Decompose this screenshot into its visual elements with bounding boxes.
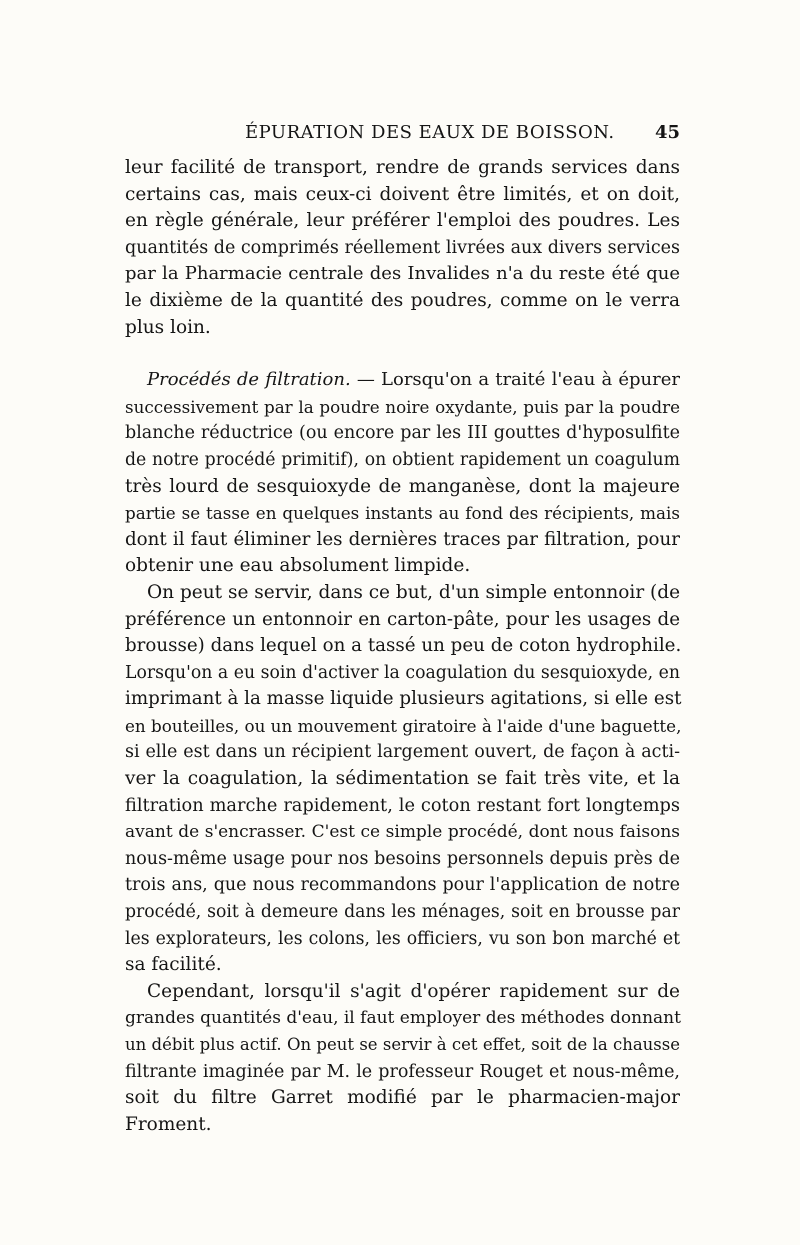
text-line: Lorsqu'on a eu soin d'activer la coagulation du sesquioxyde, en (125, 662, 680, 683)
text-line: filtration marche rapidement, le coton restant fort longtemps (125, 795, 680, 816)
text-line: avant de s'encrasser. C'est ce simple procédé, dont nous faisons (125, 822, 680, 843)
text-line: trois ans, que nous recommandons pour l'application de notre (125, 875, 680, 896)
text-line: certains cas, mais ceux-ci doivent être limités, et on doit, (125, 183, 680, 205)
text-line: brousse) dans lequel on a tassé un peu de coton hydrophile. (125, 635, 682, 657)
text-line: Cependant, lorsqu'il s'agit d'opérer rapidement sur de (147, 980, 680, 1002)
text-line: par la Pharmacie centrale des Invalides n'a du reste été que (125, 263, 680, 285)
text-line: imprimant à la masse liquide plusieurs agitations, si elle est (125, 688, 682, 710)
text-line: Froment. (125, 1113, 212, 1135)
text-line: blanche réductrice (ou encore par les III gouttes d'hyposulfite (125, 423, 680, 444)
paragraph-gap (125, 341, 680, 367)
paragraph (125, 155, 680, 341)
text-line: si elle est dans un récipient largement ouvert, de façon à acti- (125, 742, 680, 763)
text-line: successivement par la poudre noire oxydante, puis par la poudre (125, 396, 680, 417)
text-line: dont il faut éliminer les dernières traces par filtration, pour (125, 528, 680, 550)
text-line: obtenir une eau absolument limpide. (125, 555, 471, 577)
text-line: leur facilité de transport, rendre de grands services dans (125, 157, 680, 178)
text-line: en bouteilles, ou un mouvement giratoire à l'aide d'une baguette, (125, 715, 682, 736)
paragraph (125, 367, 680, 580)
text-line: les explorateurs, les colons, les officiers, vu son bon marché et (125, 928, 680, 949)
paragraph (125, 580, 680, 979)
text-line: procédé, soit à demeure dans les ménages, soit en brousse par (125, 902, 680, 923)
text-line: en règle générale, leur préférer l'emploi des poudres. Les (125, 210, 680, 232)
text-line: de notre procédé primitif), on obtient rapidement un coagulum (125, 449, 680, 470)
section-lead-text: — Lorsqu'on a traité l'eau à épurer (350, 369, 680, 391)
text-line: un débit plus actif. On peut se servir à cet effet, soit de la chausse (125, 1035, 680, 1054)
running-title: ÉPURATION DES EAUX DE BOISSON. (245, 122, 615, 143)
text-line: grandes quantités d'eau, il faut employer des méthodes donnant (125, 1008, 681, 1029)
page-body (125, 155, 680, 1138)
page-number: 45 (654, 122, 680, 143)
text-line: filtrante imaginée par M. le professeur Rouget et nous-même, (125, 1061, 680, 1082)
text-line: ver la coagulation, la sédimentation se fait très vite, et la (125, 768, 680, 790)
text-line: sa facilité. (125, 954, 222, 976)
text-line: préférence un entonnoir en carton-pâte, pour les usages de (125, 608, 680, 630)
text-line (125, 367, 680, 394)
text-line: partie se tasse en quelques instants au fond des récipients, mais (125, 503, 680, 524)
text-line: quantités de comprimés réellement livrées aux divers services (125, 237, 681, 258)
text-line: soit du filtre Garret modifié par le pharmacien-major (125, 1087, 680, 1109)
text-line: plus loin. (125, 316, 211, 338)
text-line: très lourd de sesquioxyde de manganèse, dont la majeure (125, 475, 680, 497)
text-line: On peut se servir, dans ce but, d'un simple entonnoir (de (147, 581, 681, 603)
text-line: nous-même usage pour nos besoins personnels depuis près de (125, 848, 680, 869)
text-line: le dixième de la quantité des poudres, comme on le verra (125, 289, 680, 311)
page-header (125, 122, 680, 150)
section-title: Procédés de filtration. (147, 369, 351, 391)
paragraph (125, 979, 680, 1139)
